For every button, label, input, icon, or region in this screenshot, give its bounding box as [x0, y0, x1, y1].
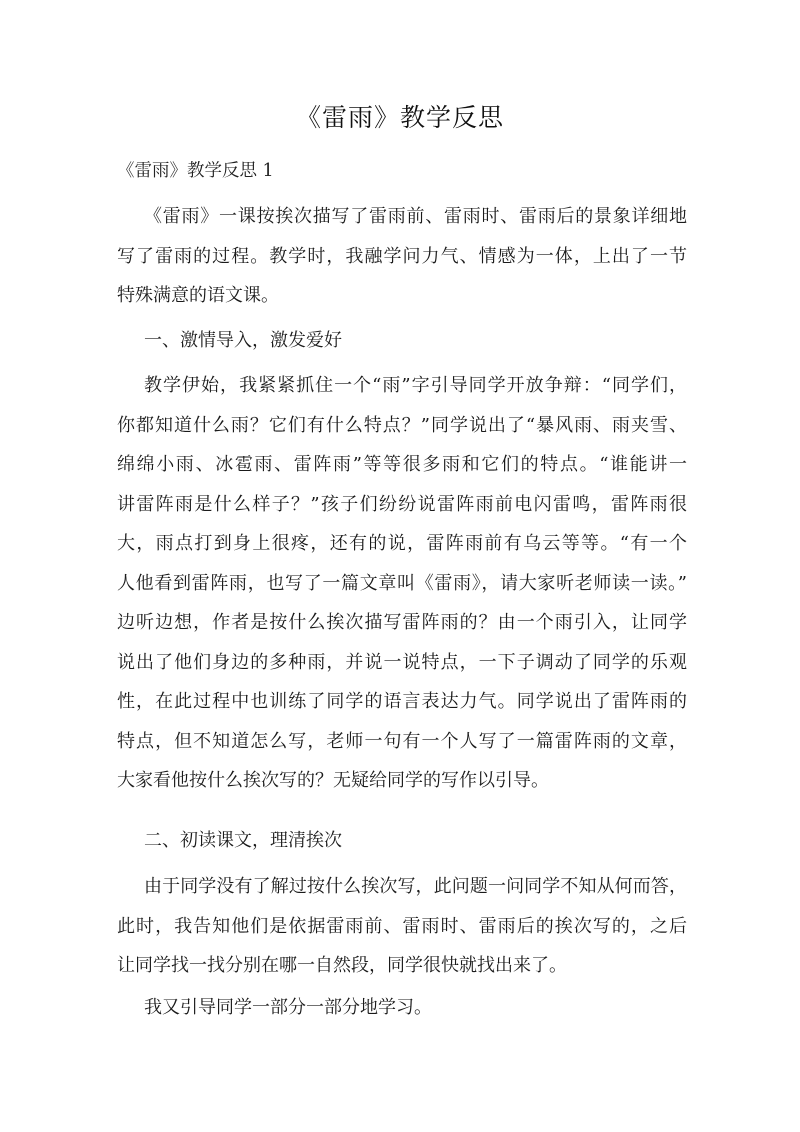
paragraph-line: 大，雨点打到身上很疼，还有的说，雷阵雨前有乌云等等。“有一个: [117, 533, 687, 554]
paragraph-section2: [117, 867, 687, 986]
section-subheading: 《雷雨》教学反思 1: [117, 161, 274, 181]
paragraph-line: 绵绵小雨、冰雹雨、雷阵雨”等等很多雨和它们的特点。“谁能讲一: [117, 454, 687, 475]
paragraph-line: 让同学找一找分别在哪一自然段，同学很快就找出来了。: [117, 955, 567, 976]
paragraph-line: 性，在此过程中也训练了同学的语言表达力气。同学说出了雷阵雨的: [117, 691, 687, 712]
paragraph-line: 特殊满意的语文课。: [117, 285, 279, 306]
paragraph-intro: [117, 197, 687, 316]
paragraph-closing: [117, 988, 687, 1028]
paragraph-line: 由于同学没有了解过按什么挨次写，此问题一问同学不知从何而答，: [144, 876, 687, 897]
paragraph-line: 边听边想，作者是按什么挨次描写雷阵雨的？由一个雨引入，让同学: [117, 612, 687, 633]
paragraph-line: 大家看他按什么挨次写的？无疑给同学的写作以引导。: [117, 770, 549, 791]
section-heading-1: 一、激情导入，激发爱好: [144, 330, 342, 351]
paragraph-line: 教学伊始，我紧紧抓住一个“雨”字引导同学开放争辩：“同学们，: [144, 375, 687, 396]
paragraph-line: 此时，我告知他们是依据雷雨前、雷雨时、雷雨后的挨次写的，之后: [117, 915, 687, 937]
paragraph-line: 我又引导同学一部分一部分地学习。: [144, 997, 432, 1018]
paragraph-line: 《雷雨》一课按挨次描写了雷雨前、雷雨时、雷雨后的景象详细地: [144, 206, 687, 227]
paragraph-section1: [117, 366, 687, 801]
paragraph-line: 讲雷阵雨是什么样子？”孩子们纷纷说雷阵雨前电闪雷鸣，雷阵雨很: [117, 493, 687, 515]
paragraph-line: 写了雷雨的过程。教学时，我融学问力气、情感为一体，上出了一节: [117, 245, 687, 267]
paragraph-line: 你都知道什么雨？它们有什么特点？”同学说出了“暴风雨、雨夹雪、: [117, 414, 687, 436]
document-title: 《雷雨》教学反思: [295, 103, 504, 132]
section-heading-2: 二、初读课文，理清挨次: [144, 830, 342, 851]
paragraph-line: 说出了他们身边的多种雨，并说一说特点，一下子调动了同学的乐观: [117, 651, 687, 673]
paragraph-line: 特点，但不知道怎么写，老师一句有一个人写了一篇雷阵雨的文章，: [117, 730, 687, 752]
paragraph-line: 人他看到雷阵雨，也写了一篇文章叫《雷雨》，请大家听老师读一读。”: [117, 572, 687, 594]
